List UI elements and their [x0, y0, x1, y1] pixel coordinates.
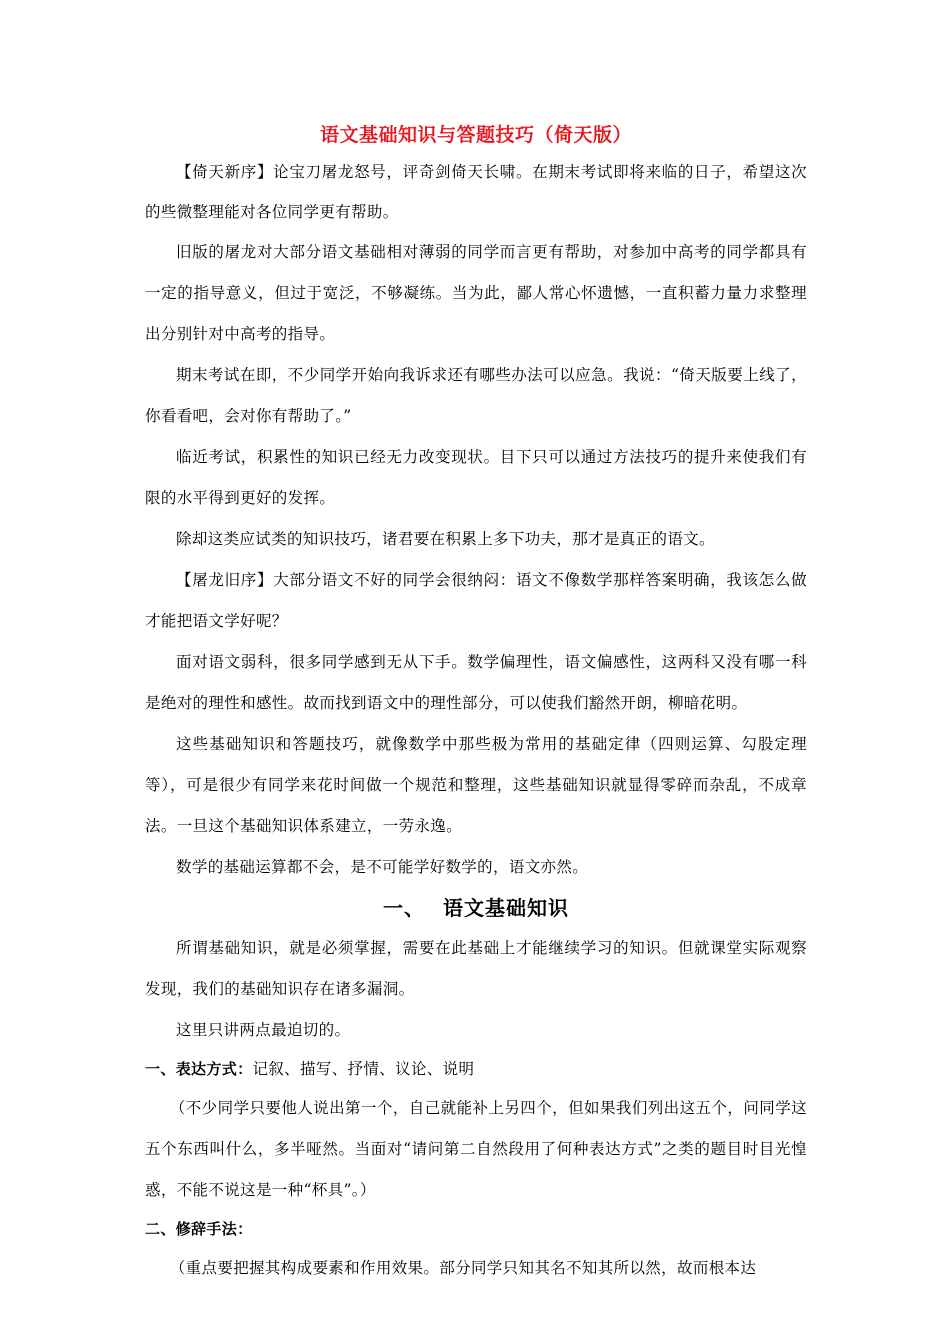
- item-heading-rhetoric: [145, 1211, 807, 1248]
- section-title-text: 语文基础知识: [443, 896, 569, 920]
- intro-paragraph: 除却这类应试类的知识技巧，诸君要在积累上多下功夫，那才是真正的语文。: [176, 530, 715, 548]
- intro-paragraph: 旧版的屠龙对大部分语文基础相对薄弱的同学而言更有帮助，对参加中高考的同学都具有一定的指导意义，但过于宽泛，不够凝练。当为此，鄙人常心怀遗憾，一直积蓄力量力求整理出分别针对中高考的指导。: [145, 243, 807, 343]
- intro-paragraph-old-preface: 【屠龙旧序】大部分语文不好的同学会很纳闷：语文不像数学那样答案明确，我该怎么做才能把语文学好呢？: [145, 571, 807, 630]
- item-note: （重点要把握其构成要素和作用效果。部分同学只知其名不知其所以然，故而根本达: [169, 1259, 757, 1277]
- item-note: （不少同学只要他人说出第一个，自己就能补上另四个，但如果我们列出这五个，问同学这五个东西叫什么，多半哑然。当面对“请问第二自然段用了何种表达方式”之类的题目时目光惶惑，不能不说这是一种“杯具”。）: [145, 1099, 807, 1199]
- intro-paragraph: 这些基础知识和答题技巧，就像数学中那些极为常用的基础定律（四则运算、勾股定理等），可是很少有同学来花时间做一个规范和整理，这些基础知识就显得零碎而杂乱，不成章法。一旦这个基础知识体系建立，一劳永逸。: [145, 735, 807, 835]
- section-number: 一、: [383, 896, 425, 920]
- intro-paragraph-new-preface: 【倚天新序】论宝刀屠龙怒号，评奇剑倚天长啸。在期末考试即将来临的日子，希望这次的些微整理能对各位同学更有帮助。: [145, 163, 807, 221]
- intro-paragraph: 数学的基础运算都不会，是不可能学好数学的，语文亦然。: [176, 858, 589, 876]
- item-label: 二、修辞手法：: [145, 1220, 253, 1238]
- item-content: 记叙、描写、抒情、议论、说明: [252, 1060, 475, 1078]
- item-label: 一、表达方式：: [145, 1060, 253, 1078]
- intro-paragraph: 面对语文弱科，很多同学感到无从下手。数学偏理性，语文偏感性，这两科又没有哪一科是绝对的理性和感性。故而找到语文中的理性部分，可以使我们豁然开朗，柳暗花明。: [145, 653, 807, 712]
- section-title: [145, 890, 807, 926]
- item-heading-expression: [145, 1051, 807, 1088]
- section-paragraph: 这里只讲两点最迫切的。: [176, 1021, 351, 1039]
- document-page: [145, 118, 807, 1289]
- section-paragraph: 所谓基础知识，就是必须掌握，需要在此基础上才能继续学习的知识。但就课堂实际观察发现，我们的基础知识存在诸多漏洞。: [145, 939, 807, 998]
- intro-paragraph: 临近考试，积累性的知识已经无力改变现状。目下只可以通过方法技巧的提升来使我们有限的水平得到更好的发挥。: [145, 448, 807, 507]
- document-title: 语文基础知识与答题技巧（倚天版）: [319, 124, 632, 146]
- intro-paragraph: 期末考试在即，不少同学开始向我诉求还有哪些办法可以应急。我说：“倚天版要上线了，你看看吧，会对你有帮助了。”: [145, 366, 807, 425]
